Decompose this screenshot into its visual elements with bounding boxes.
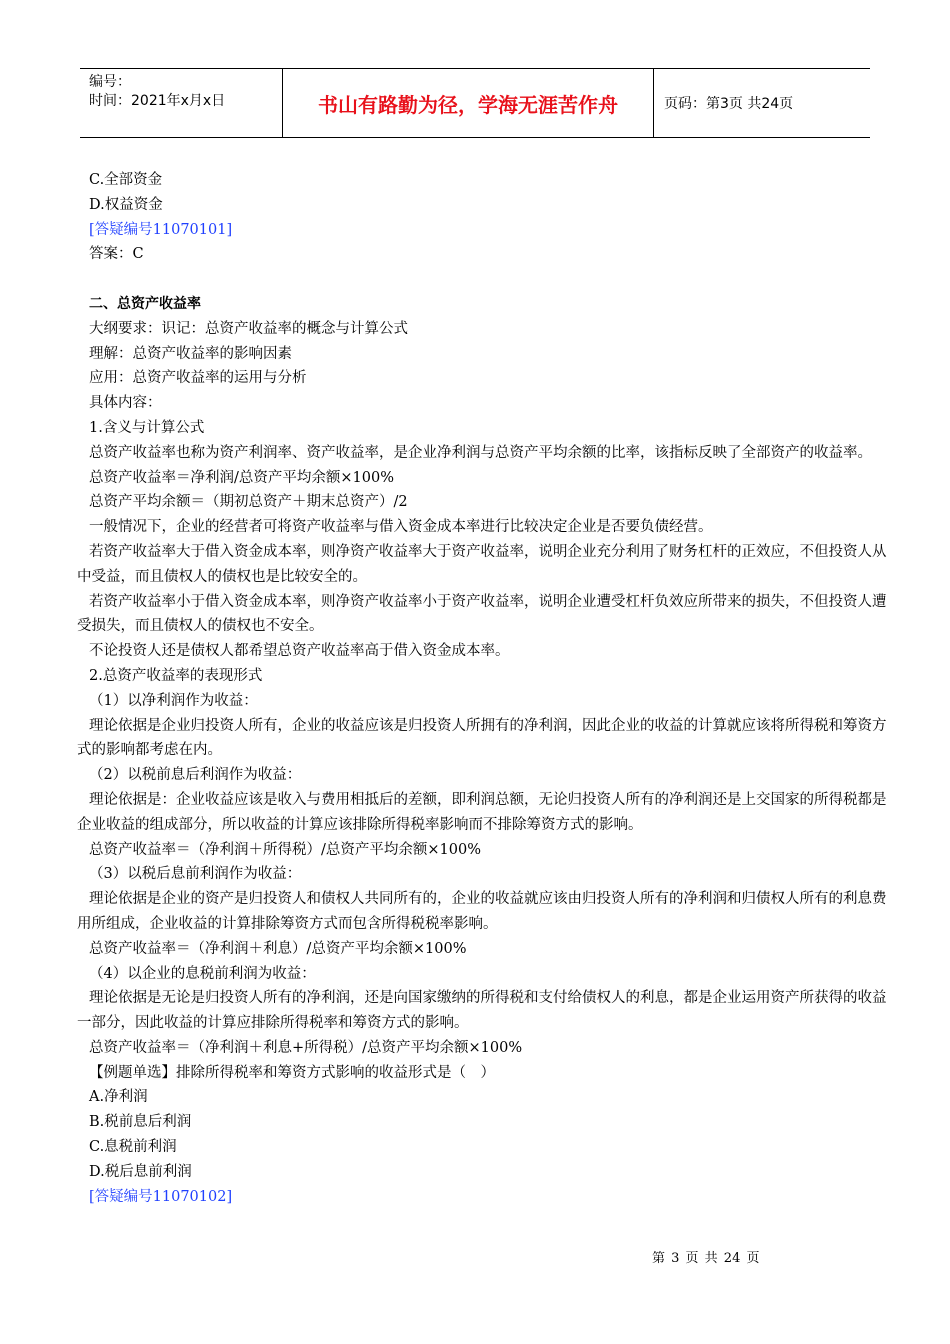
text-line: （3）以税后息前利润作为收益：	[89, 866, 302, 883]
section-heading: 二、总资产收益率	[89, 295, 201, 312]
text-line: 总资产收益率＝（净利润＋利息）/总资产平均余额×100%	[89, 940, 467, 957]
text-line: B.税前息后利润	[89, 1114, 192, 1131]
header-motto: 书山有路勤为径，学海无涯苦作舟	[283, 69, 654, 137]
text-line: C.息税前利润	[89, 1139, 177, 1156]
number-label: 编号：	[89, 74, 131, 90]
text-line: 理解：总资产收益率的影响因素	[89, 345, 292, 362]
text-line: 一般情况下，企业的经营者可将资产收益率与借入资金成本率进行比较决定企业是否要负债经营。	[89, 519, 713, 536]
page-footer: 第 3 页 共 24 页	[652, 1251, 760, 1266]
text-line: 不论投资人还是债权人都希望总资产收益率高于借入资金成本率。	[89, 643, 510, 660]
blank-line	[89, 267, 897, 292]
text-line: 大纲要求：识记：总资产收益率的概念与计算公式	[89, 320, 408, 337]
qa-reference: [答疑编号11070101]	[89, 221, 233, 238]
paragraph: 理论依据是企业的资产是归投资人和债权人共同所有的，企业的收益就应该由归投资人所有的净利润和归债权人所有的利息费用所组成，企业收益的计算排除筹资方式而包含所得税税率影响。	[77, 891, 887, 932]
paragraph: 理论依据是企业归投资人所有，企业的收益应该是归投资人所拥有的净利润，因此企业的收益的计算就应该将所得税和筹资方式的影响都考虑在内。	[77, 717, 887, 759]
text-line: 总资产收益率＝（净利润＋所得税）/总资产平均余额×100%	[89, 841, 481, 858]
paragraph: 若资产收益率小于借入资金成本率，则净资产收益率小于资产收益率，说明企业遭受杠杆负效应所带来的损失，不但投资人遭受损失，而且债权人的债权也不安全。	[77, 593, 887, 635]
text-line: 1.含义与计算公式	[89, 419, 205, 436]
paragraph: 总资产收益率也称为资产利润率、资产收益率，是企业净利润与总资产平均余额的比率，该指标反映了全部资产的收益率。	[89, 444, 872, 461]
page-header	[80, 68, 870, 138]
text-line: （2）以税前息后利润作为收益：	[89, 767, 302, 784]
header-meta	[80, 69, 283, 137]
text-line: （4）以企业的息税前利润为收益：	[89, 965, 316, 982]
paragraph: 若资产收益率大于借入资金成本率，则净资产收益率大于资产收益率，说明企业充分利用了财务杠杆的正效应，不但投资人从中受益，而且债权人的债权也是比较安全的。	[77, 543, 887, 585]
document-body	[77, 168, 897, 1209]
paragraph: 理论依据是无论是归投资人所有的净利润，还是向国家缴纳的所得税和支付给债权人的利息，都是企业运用资产所获得的收益一部分，因此收益的计算应排除所得税率和筹资方式的影响。	[77, 990, 887, 1032]
text-line: 总资产平均余额＝（期初总资产＋期末总资产）/2	[89, 494, 408, 511]
text-line: 总资产收益率＝净利润/总资产平均余额×100%	[89, 469, 394, 486]
text-line: 具体内容：	[89, 395, 162, 412]
time-label: 时间：2021年x月x日	[89, 93, 226, 109]
text-line: A.净利润	[89, 1089, 148, 1106]
text-line: 总资产收益率＝（净利润＋利息+所得税）/总资产平均余额×100%	[89, 1039, 523, 1056]
text-line: （1）以净利润作为收益：	[89, 692, 258, 709]
text-line: 2.总资产收益率的表现形式	[89, 667, 263, 684]
paragraph: 理论依据是：企业收益应该是收入与费用相抵后的差额，即利润总额，无论归投资人所有的净利润还是上交国家的所得税都是企业收益的组成部分，所以收益的计算应该排除所得税率影响而不排除筹资方式的影响。	[77, 791, 887, 833]
text-line: D.权益资金	[89, 196, 163, 213]
text-line: 【例题单选】排除所得税率和筹资方式影响的收益形式是（ ）	[89, 1064, 495, 1081]
qa-reference: [答疑编号11070102]	[89, 1188, 233, 1205]
text-line: D.税后息前利润	[89, 1163, 192, 1180]
text-line: 应用：总资产收益率的运用与分析	[89, 370, 307, 387]
text-line: C.全部资金	[89, 172, 163, 188]
header-page-info: 页码：第3页 共24页	[664, 96, 794, 112]
text-line: 答案：C	[89, 246, 144, 263]
